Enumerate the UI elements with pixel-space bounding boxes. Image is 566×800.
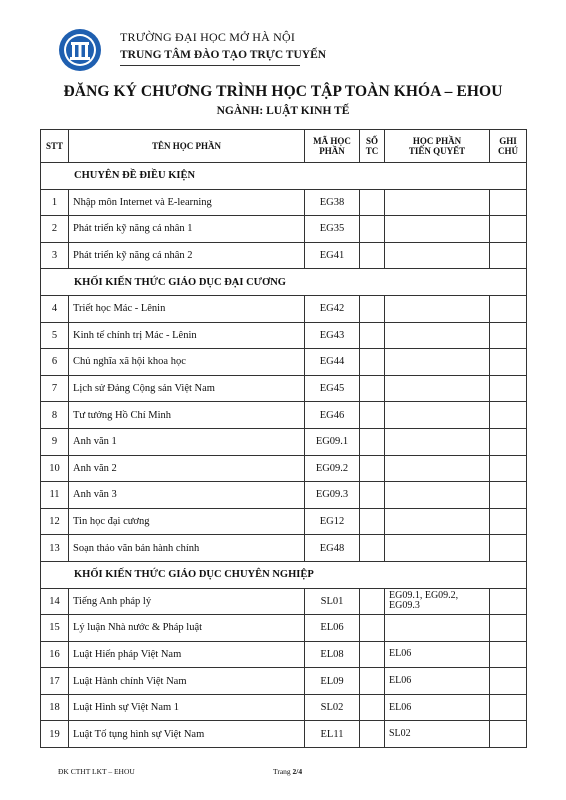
table-row	[41, 349, 527, 376]
row-course-code: SL01	[305, 588, 360, 615]
table-row	[41, 189, 527, 216]
row-note	[490, 615, 527, 642]
row-prerequisite: EG09.1, EG09.2, EG09.3	[385, 588, 490, 615]
row-credits	[360, 216, 385, 243]
row-credits	[360, 668, 385, 695]
row-credits	[360, 402, 385, 429]
row-credits	[360, 508, 385, 535]
row-credits	[360, 641, 385, 668]
row-stt: 6	[41, 349, 69, 376]
row-credits	[360, 322, 385, 349]
table-row	[41, 455, 527, 482]
row-course-code: EG46	[305, 402, 360, 429]
table-row	[41, 508, 527, 535]
row-credits	[360, 721, 385, 748]
row-credits	[360, 349, 385, 376]
row-credits	[360, 455, 385, 482]
row-stt: 17	[41, 668, 69, 695]
row-stt: 1	[41, 189, 69, 216]
row-stt: 3	[41, 242, 69, 269]
section-title: KHỐI KIẾN THỨC GIÁO DỤC CHUYÊN NGHIỆP	[41, 561, 527, 588]
row-course-code: EL06	[305, 615, 360, 642]
row-stt: 15	[41, 615, 69, 642]
row-credits	[360, 428, 385, 455]
row-course-code: EG45	[305, 375, 360, 402]
col-stt: STT	[41, 130, 69, 163]
table-row	[41, 694, 527, 721]
row-course-name: Luật Hình sự Việt Nam 1	[69, 694, 305, 721]
row-course-name: Soạn thảo văn bản hành chính	[69, 535, 305, 562]
section-row	[41, 163, 527, 190]
row-course-name: Luật Hành chính Việt Nam	[69, 668, 305, 695]
row-prerequisite: EL06	[385, 694, 490, 721]
row-note	[490, 402, 527, 429]
table-row	[41, 402, 527, 429]
row-prerequisite	[385, 295, 490, 322]
table-row	[41, 242, 527, 269]
table-row	[41, 322, 527, 349]
row-stt: 4	[41, 295, 69, 322]
row-credits	[360, 535, 385, 562]
table-row	[41, 641, 527, 668]
row-note	[490, 508, 527, 535]
university-name: TRƯỜNG ĐẠI HỌC MỞ HÀ NỘI	[120, 30, 296, 44]
row-course-name: Triết học Mác - Lênin	[69, 295, 305, 322]
row-course-code: EG38	[305, 189, 360, 216]
row-course-code: EG48	[305, 535, 360, 562]
row-prerequisite	[385, 189, 490, 216]
row-course-name: Chủ nghĩa xã hội khoa học	[69, 349, 305, 376]
row-note	[490, 588, 527, 615]
row-stt: 12	[41, 508, 69, 535]
row-prerequisite	[385, 428, 490, 455]
row-course-code: EG44	[305, 349, 360, 376]
row-course-name: Nhập môn Internet và E-learning	[69, 189, 305, 216]
table-body	[41, 163, 527, 748]
row-credits	[360, 694, 385, 721]
page-title: ĐĂNG KÝ CHƯƠNG TRÌNH HỌC TẬP TOÀN KHÓA – EHOU	[63, 83, 503, 100]
header-underline	[120, 65, 300, 66]
row-course-name: Luật Tố tụng hình sự Việt Nam	[69, 721, 305, 748]
row-prerequisite	[385, 322, 490, 349]
row-stt: 8	[41, 402, 69, 429]
row-course-name: Phát triển kỹ năng cá nhân 1	[69, 216, 305, 243]
table-row	[41, 721, 527, 748]
row-stt: 2	[41, 216, 69, 243]
table-header-row	[41, 130, 527, 163]
row-stt: 18	[41, 694, 69, 721]
row-stt: 16	[41, 641, 69, 668]
row-prerequisite	[385, 349, 490, 376]
row-prerequisite: EL06	[385, 641, 490, 668]
row-note	[490, 189, 527, 216]
row-course-code: EL11	[305, 721, 360, 748]
col-code: MÃ HỌC PHẦN	[305, 130, 360, 163]
row-credits	[360, 482, 385, 509]
row-course-name: Lịch sử Đảng Cộng sản Việt Nam	[69, 375, 305, 402]
row-note	[490, 428, 527, 455]
row-course-name: Phát triển kỹ năng cá nhân 2	[69, 242, 305, 269]
university-logo	[58, 28, 102, 72]
row-note	[490, 482, 527, 509]
table-row	[41, 588, 527, 615]
row-course-code: EG12	[305, 508, 360, 535]
row-credits	[360, 375, 385, 402]
col-name: TÊN HỌC PHẦN	[69, 130, 305, 163]
row-note	[490, 721, 527, 748]
row-course-code: EG41	[305, 242, 360, 269]
table-row	[41, 615, 527, 642]
row-course-code: EG09.1	[305, 428, 360, 455]
row-prerequisite	[385, 216, 490, 243]
row-stt: 7	[41, 375, 69, 402]
row-course-code: EL08	[305, 641, 360, 668]
section-title: KHỐI KIẾN THỨC GIÁO DỤC ĐẠI CƯƠNG	[41, 269, 527, 296]
row-course-code: EG42	[305, 295, 360, 322]
row-course-code: EG09.3	[305, 482, 360, 509]
row-course-name: Kinh tế chính trị Mác - Lênin	[69, 322, 305, 349]
row-credits	[360, 189, 385, 216]
row-course-name: Anh văn 3	[69, 482, 305, 509]
row-stt: 9	[41, 428, 69, 455]
table-row	[41, 668, 527, 695]
table-row	[41, 428, 527, 455]
row-credits	[360, 588, 385, 615]
row-course-name: Lý luận Nhà nước & Pháp luật	[69, 615, 305, 642]
row-stt: 13	[41, 535, 69, 562]
center-name: TRUNG TÂM ĐÀO TẠO TRỰC TUYẾN	[120, 49, 327, 61]
col-note: GHI CHÚ	[490, 130, 527, 163]
row-prerequisite	[385, 375, 490, 402]
row-course-code: EL09	[305, 668, 360, 695]
row-credits	[360, 295, 385, 322]
row-stt: 5	[41, 322, 69, 349]
row-course-name: Tiếng Anh pháp lý	[69, 588, 305, 615]
section-row	[41, 561, 527, 588]
row-prerequisite	[385, 455, 490, 482]
row-prerequisite	[385, 508, 490, 535]
row-course-name: Tư tưởng Hồ Chí Minh	[69, 402, 305, 429]
row-prerequisite	[385, 242, 490, 269]
row-note	[490, 535, 527, 562]
row-note	[490, 322, 527, 349]
col-prerequisite: HỌC PHẦN TIÊN QUYẾT	[385, 130, 490, 163]
row-credits	[360, 615, 385, 642]
page-header	[58, 28, 378, 74]
row-prerequisite	[385, 402, 490, 429]
row-note	[490, 216, 527, 243]
row-stt: 14	[41, 588, 69, 615]
section-row	[41, 269, 527, 296]
row-prerequisite: SL02	[385, 721, 490, 748]
row-course-name: Anh văn 2	[69, 455, 305, 482]
row-prerequisite	[385, 615, 490, 642]
row-stt: 11	[41, 482, 69, 509]
table-row	[41, 295, 527, 322]
footer-doc-code: ĐK CTHT LKT – EHOU	[58, 767, 135, 776]
row-course-code: SL02	[305, 694, 360, 721]
table-row	[41, 216, 527, 243]
row-note	[490, 242, 527, 269]
row-note	[490, 349, 527, 376]
row-prerequisite: EL06	[385, 668, 490, 695]
row-course-name: Anh văn 1	[69, 428, 305, 455]
footer-page: Trang 2/4	[273, 767, 303, 776]
row-note	[490, 694, 527, 721]
row-note	[490, 641, 527, 668]
page-subtitle: NGÀNH: LUẬT KINH TẾ	[216, 105, 350, 117]
table-row	[41, 375, 527, 402]
course-table	[40, 129, 527, 748]
row-course-code: EG43	[305, 322, 360, 349]
row-note	[490, 668, 527, 695]
row-course-name: Luật Hiến pháp Việt Nam	[69, 641, 305, 668]
row-stt: 19	[41, 721, 69, 748]
col-credits: SỐ TC	[360, 130, 385, 163]
row-credits	[360, 242, 385, 269]
row-prerequisite	[385, 535, 490, 562]
row-note	[490, 295, 527, 322]
row-course-name: Tin học đại cương	[69, 508, 305, 535]
table-row	[41, 482, 527, 509]
row-note	[490, 375, 527, 402]
section-title: CHUYÊN ĐỀ ĐIỀU KIỆN	[41, 163, 527, 190]
row-note	[490, 455, 527, 482]
table-row	[41, 535, 527, 562]
row-course-code: EG35	[305, 216, 360, 243]
row-course-code: EG09.2	[305, 455, 360, 482]
row-prerequisite	[385, 482, 490, 509]
row-stt: 10	[41, 455, 69, 482]
